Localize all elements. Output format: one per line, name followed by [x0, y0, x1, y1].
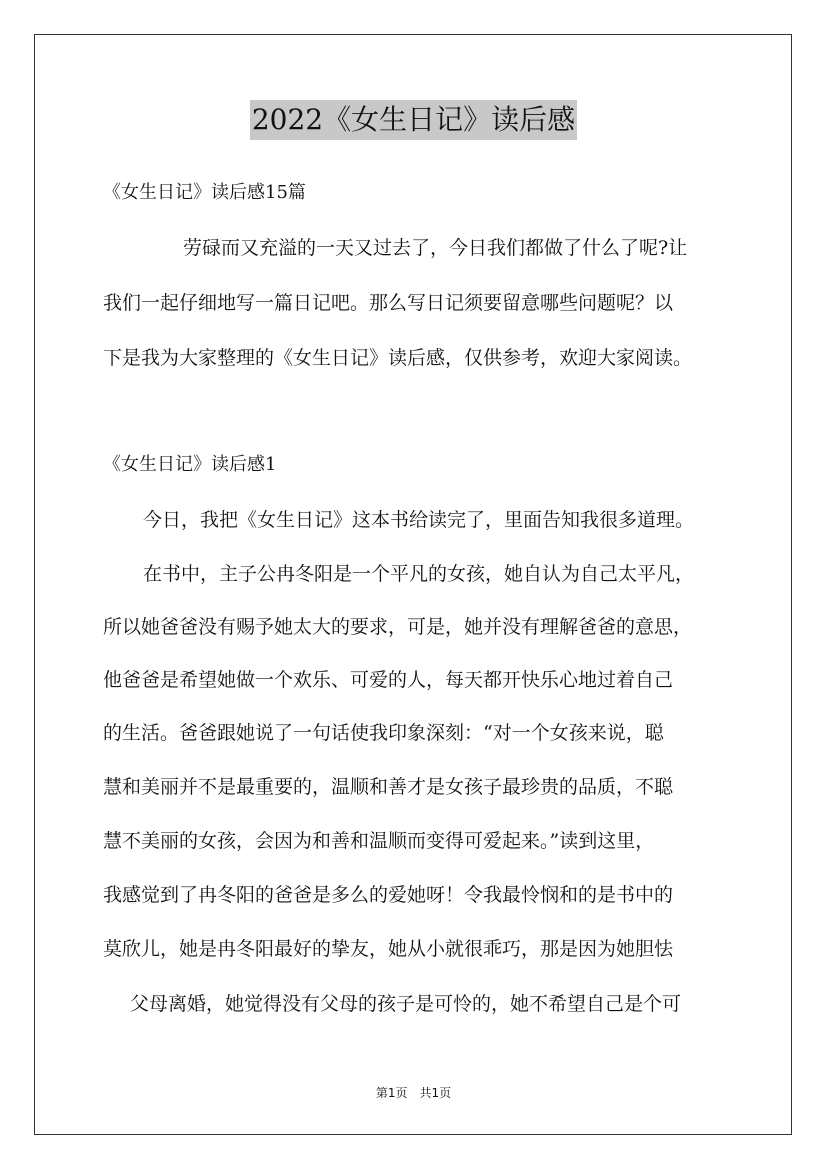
body-line: 慧不美丽的女孩，会因为和善和温顺而变得可爱起来。”读到这里，: [103, 830, 655, 852]
body-line: 的生活。爸爸跟她说了一句话使我印象深刻：“对一个女孩来说，聪: [103, 722, 664, 744]
intro-line: 我们一起仔细地写一篇日记吧。那么写日记须要留意哪些问题呢？以: [103, 292, 674, 314]
document-subtitle: 《女生日记》读后感15篇: [103, 182, 306, 203]
body-line: 在书中，主子公冉冬阳是一个平凡的女孩，她自认为自己太平凡，: [143, 563, 695, 585]
body-line: 慧和美丽并不是最重要的，温顺和善才是女孩子最珍贵的品质，不聪: [103, 776, 674, 798]
intro-line: 劳碌而又充溢的一天又过去了，今日我们都做了什么了呢?让: [183, 237, 688, 259]
section-heading: 《女生日记》读后感1: [103, 454, 277, 475]
body-line: 今日，我把《女生日记》这本书给读完了，里面告知我很多道理。: [143, 509, 695, 531]
body-line: 所以她爸爸没有赐予她太大的要求，可是，她并没有理解爸爸的意思，: [103, 616, 693, 638]
body-line: 莫欣儿，她是冉冬阳最好的挚友，她从小就很乖巧，那是因为她胆怯: [103, 938, 674, 960]
body-line: 我感觉到了冉冬阳的爸爸是多么的爱她呀！令我最怜悯和的是书中的: [103, 884, 674, 906]
title-container: [0, 100, 827, 140]
body-line: 他爸爸是希望她做一个欢乐、可爱的人，每天都开快乐心地过着自己: [103, 669, 674, 691]
body-line: 父母离婚，她觉得没有父母的孩子是可怜的，她不希望自己是个可: [130, 993, 682, 1015]
document-title: 2022《女生日记》读后感: [250, 100, 577, 140]
intro-line: 下是我为大家整理的《女生日记》读后感，仅供参考，欢迎大家阅读。: [103, 347, 693, 369]
page-number-footer: 第1页 共1页: [375, 1086, 452, 1100]
